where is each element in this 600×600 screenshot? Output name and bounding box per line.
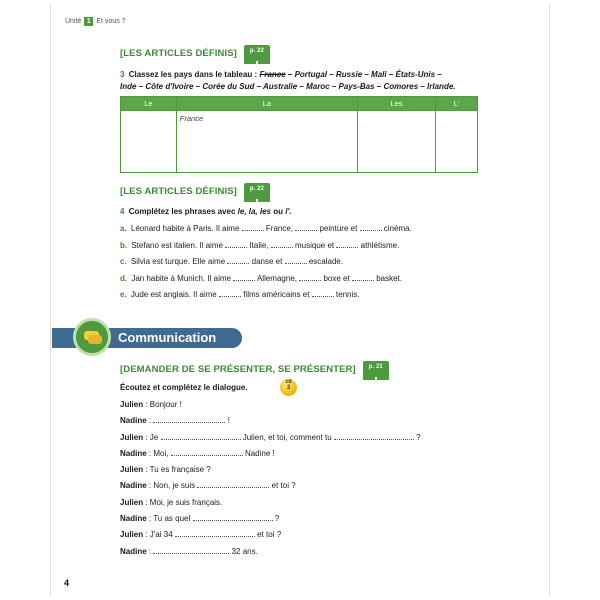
dialogue-line bbox=[120, 446, 421, 462]
exercise-number: 4 bbox=[120, 207, 125, 216]
page-ref-text: p. 22 bbox=[249, 186, 264, 192]
speaker-name: Nadine bbox=[120, 416, 147, 426]
blank-field[interactable] bbox=[295, 224, 317, 231]
speaker-name: Julien bbox=[120, 497, 144, 507]
unit-number-badge: 1 bbox=[84, 17, 93, 26]
sentence-text: athlétisme. bbox=[360, 240, 400, 250]
blank-field[interactable] bbox=[227, 257, 249, 264]
dialogue bbox=[120, 397, 421, 560]
section-heading-text: [LES ARTICLES DÉFINIS] bbox=[120, 47, 237, 59]
sentence-letter: d. bbox=[120, 273, 128, 283]
blank-field[interactable] bbox=[336, 241, 358, 248]
line-text: : bbox=[148, 416, 152, 426]
table-cell-le[interactable] bbox=[121, 111, 177, 173]
dialogue-line bbox=[120, 478, 421, 494]
blank-field[interactable] bbox=[225, 241, 247, 248]
speech-bubbles-icon bbox=[73, 318, 111, 356]
blank-field[interactable] bbox=[271, 241, 293, 248]
sentence-text: peinture et bbox=[319, 224, 358, 233]
blank-field[interactable] bbox=[233, 274, 255, 281]
table-cell-les[interactable] bbox=[358, 111, 436, 173]
sentence-letter: b. bbox=[120, 240, 128, 250]
dialogue-line bbox=[120, 511, 421, 527]
line-text: : Moi, je suis français. bbox=[145, 497, 223, 507]
cd-audio-icon[interactable] bbox=[280, 379, 297, 396]
instruction-or: ou bbox=[273, 207, 284, 216]
struck-word: France bbox=[259, 70, 286, 79]
blank-field[interactable] bbox=[175, 530, 255, 537]
section-heading-articles-2 bbox=[120, 183, 270, 199]
blank-field[interactable] bbox=[219, 290, 241, 297]
dialogue-line bbox=[120, 430, 421, 446]
page-ref-text: p. 22 bbox=[249, 48, 264, 54]
table-header-cell: L' bbox=[436, 97, 478, 111]
speaker-name: Julien bbox=[120, 432, 144, 442]
speaker-name: Nadine bbox=[120, 481, 147, 491]
blank-field[interactable] bbox=[153, 547, 229, 554]
blank-field[interactable] bbox=[352, 274, 374, 281]
speaker-name: Julien bbox=[120, 400, 144, 409]
sentence-d bbox=[120, 271, 412, 288]
line-text: : Tu es française ? bbox=[145, 465, 211, 475]
section-heading-articles-1 bbox=[120, 45, 270, 61]
sentence-text: films américains et bbox=[243, 290, 310, 299]
table-header-cell: Les bbox=[358, 97, 436, 111]
line-text: ! bbox=[227, 416, 230, 426]
dialogue-line bbox=[120, 397, 421, 413]
sentence-text: Léonard habite à Paris. Il aime bbox=[130, 224, 240, 233]
blank-field[interactable] bbox=[171, 449, 243, 456]
exercise-4-instruction bbox=[120, 206, 292, 218]
cd-track: 3 bbox=[286, 385, 291, 391]
line-text: Nadine ! bbox=[244, 448, 275, 458]
sentence-list bbox=[120, 221, 412, 304]
sentence-letter: c. bbox=[120, 257, 127, 266]
cd-label: cd bbox=[285, 379, 292, 385]
line-text: et toi ? bbox=[257, 530, 282, 540]
page-number: 4 bbox=[64, 578, 70, 588]
line-text: et toi ? bbox=[271, 481, 296, 491]
table-cell-la[interactable]: France bbox=[176, 111, 357, 173]
blank-field[interactable] bbox=[285, 257, 307, 264]
section-heading-communication bbox=[120, 361, 389, 377]
sentence-text: tennis. bbox=[335, 290, 360, 299]
line-text: : Moi, bbox=[148, 448, 169, 458]
dialogue-line bbox=[120, 495, 421, 511]
instruction-lead: Complétez les phrases avec bbox=[128, 207, 236, 216]
blank-field[interactable] bbox=[197, 481, 269, 488]
communication-title: Communication bbox=[118, 330, 217, 345]
speaker-name: Nadine bbox=[120, 514, 147, 524]
line-text: : bbox=[148, 546, 152, 556]
table-row bbox=[121, 111, 478, 173]
instruction-words: le, la, les bbox=[237, 207, 271, 216]
sentence-text: Jude est anglais. Il aime bbox=[130, 290, 217, 299]
line-text: : Je bbox=[145, 432, 159, 442]
sentence-text: danse et bbox=[251, 257, 283, 266]
classification-table bbox=[120, 96, 478, 173]
speaker-name: Julien bbox=[120, 530, 144, 540]
table-header-cell: La bbox=[176, 97, 357, 111]
line-text: : Tu as quel bbox=[148, 514, 191, 524]
unit-header bbox=[65, 17, 126, 26]
table-header-row bbox=[121, 97, 478, 111]
line-text: ? bbox=[274, 514, 280, 524]
dialogue-line bbox=[120, 544, 421, 560]
sentence-text: Stefano est italien. Il aime bbox=[131, 240, 223, 250]
line-text: : J'ai 34 bbox=[145, 530, 173, 540]
line-text: : Non, je suis bbox=[148, 481, 196, 491]
blank-field[interactable] bbox=[242, 224, 264, 231]
sentence-a bbox=[120, 221, 412, 238]
speaker-name: Nadine bbox=[120, 546, 147, 556]
blank-field[interactable] bbox=[360, 224, 382, 231]
blank-field[interactable] bbox=[334, 433, 414, 440]
instruction-lead: Classez les pays dans le tableau : bbox=[128, 70, 258, 79]
table-cell-l[interactable] bbox=[436, 111, 478, 173]
unit-label: Unité bbox=[65, 18, 82, 25]
sentence-text: Italie, bbox=[249, 240, 269, 250]
sentence-text: boxe et bbox=[323, 273, 350, 283]
sentence-text: basket. bbox=[376, 273, 402, 283]
sentence-text: Allemagne, bbox=[256, 273, 297, 283]
instruction-last: l'. bbox=[285, 207, 292, 216]
blank-field[interactable] bbox=[161, 433, 241, 440]
sentence-b bbox=[120, 238, 412, 255]
sentence-text: Jan habite à Munich. Il aime bbox=[131, 273, 231, 283]
blank-field[interactable] bbox=[299, 274, 321, 281]
sentence-letter: e. bbox=[120, 290, 127, 299]
sentence-letter: a. bbox=[120, 224, 127, 233]
line-text: : Bonjour ! bbox=[145, 400, 182, 409]
table-header-cell: Le bbox=[121, 97, 177, 111]
blank-field[interactable] bbox=[193, 514, 273, 521]
speaker-name: Julien bbox=[120, 465, 144, 475]
sentence-text: escalade. bbox=[308, 257, 344, 266]
page-ref-badge bbox=[363, 361, 389, 377]
sentence-text: Silvia est turque. Elle aime bbox=[130, 257, 226, 266]
dialogue-line bbox=[120, 413, 421, 429]
line-text: Julien, et toi, comment tu bbox=[242, 432, 332, 442]
speaker-name: Nadine bbox=[120, 448, 147, 458]
exercise-number: 3 bbox=[120, 70, 125, 79]
line-text: ? bbox=[416, 432, 421, 442]
sentence-text: musique et bbox=[295, 240, 335, 250]
instruction-rest: – Portugal – Russie – Mali – États-Unis – bbox=[287, 70, 442, 79]
sentence-e bbox=[120, 287, 412, 304]
sentence-c bbox=[120, 254, 412, 271]
section-heading-text: [DEMANDER DE SE PRÉSENTER, SE PRÉSENTER] bbox=[120, 363, 356, 375]
line-text: 32 ans. bbox=[231, 546, 258, 556]
blank-field[interactable] bbox=[312, 290, 334, 297]
blank-field[interactable] bbox=[153, 416, 225, 423]
sentence-text: cinéma. bbox=[383, 224, 412, 233]
listening-instruction: Écoutez et complétez le dialogue. bbox=[120, 383, 248, 392]
dialogue-line bbox=[120, 462, 421, 478]
section-heading-text: [LES ARTICLES DÉFINIS] bbox=[120, 185, 237, 197]
page-ref-text: p. 21 bbox=[368, 364, 383, 370]
instruction-line-2: Inde – Côte d'Ivoire – Corée du Sud – Australie – Maroc – Pays-Bas – Comores – Irlande. bbox=[120, 82, 456, 91]
dialogue-line bbox=[120, 527, 421, 543]
exercise-3-instruction bbox=[120, 69, 500, 93]
unit-title: Et vous ? bbox=[96, 18, 126, 25]
sentence-text: France, bbox=[265, 224, 294, 233]
page-ref-badge bbox=[244, 45, 270, 61]
page-ref-badge bbox=[244, 183, 270, 199]
